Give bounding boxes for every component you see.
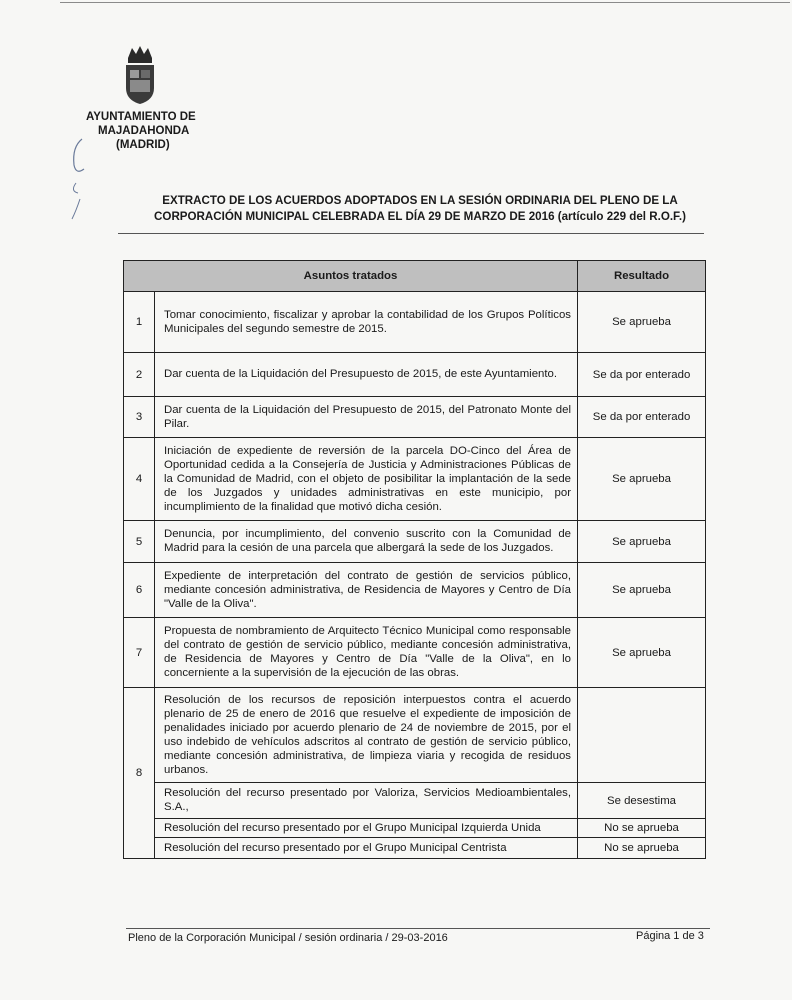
title-line-2: CORPORACIÓN MUNICIPAL CELEBRADA EL DÍA 29 DE MARZO DE 2016 (artículo 229 del R.O.F.) xyxy=(154,210,686,223)
table-subrow xyxy=(124,819,706,838)
org-line-1: AYUNTAMIENTO DE xyxy=(86,111,196,123)
table-subrow xyxy=(124,783,706,819)
item-number: 1 xyxy=(124,292,155,353)
subitem-result: No se aprueba xyxy=(578,819,706,838)
column-header-subject: Asuntos tratados xyxy=(124,261,578,292)
subitem-description: Resolución del recurso presentado por el Grupo Municipal Izquierda Unida xyxy=(155,819,578,838)
subitem-description: Resolución del recurso presentado por el Grupo Municipal Centrista xyxy=(155,838,578,859)
item-result: Se aprueba xyxy=(578,618,706,688)
coat-of-arms-icon xyxy=(120,44,160,106)
item-description: Propuesta de nombramiento de Arquitecto Técnico Municipal como responsable del contrato de gestión de servicio público, mediante concesión administrativa, de Residencia de Mayores y Centro de Día "Valle de la Oliva", en lo concerniente a la supervisión de la ejecución de las obras. xyxy=(155,618,578,688)
item-result: Se aprueba xyxy=(578,292,706,353)
item-number: 4 xyxy=(124,438,155,521)
agreements-table xyxy=(123,260,706,859)
item-result: Se aprueba xyxy=(578,438,706,521)
item-result: Se da por enterado xyxy=(578,353,706,397)
top-rule xyxy=(60,2,790,3)
item-number: 5 xyxy=(124,521,155,563)
item-description: Tomar conocimiento, fiscalizar y aprobar la contabilidad de los Grupos Políticos Municipales del segundo semestre de 2015. xyxy=(155,292,578,353)
table-row xyxy=(124,353,706,397)
item-result: Se da por enterado xyxy=(578,397,706,438)
table-row xyxy=(124,292,706,353)
subitem-description: Resolución del recurso presentado por Valoriza, Servicios Medioambientales, S.A., xyxy=(155,783,578,819)
item-number: 2 xyxy=(124,353,155,397)
item-number: 8 xyxy=(124,688,155,859)
organization-name xyxy=(86,110,196,152)
column-header-result: Resultado xyxy=(578,261,706,292)
table-row xyxy=(124,618,706,688)
footer-session-info: Pleno de la Corporación Municipal / sesión ordinaria / 29-03-2016 xyxy=(128,932,448,944)
table-row xyxy=(124,438,706,521)
item-number: 7 xyxy=(124,618,155,688)
table-header-row xyxy=(124,261,706,292)
item-description: Iniciación de expediente de reversión de la parcela DO-Cinco del Área de Oportunidad cedida a la Consejería de Justicia y Administraciones Públicas de la Comunidad de Madrid, con el objeto de posibilitar la implantación de la sede de los Juzgados y unidades administrativas en este municipio, por incumplimiento de la finalidad que motivó dicha cesión. xyxy=(155,438,578,521)
item-number: 6 xyxy=(124,563,155,618)
item-description: Dar cuenta de la Liquidación del Presupuesto de 2015, de este Ayuntamiento. xyxy=(155,353,578,397)
table-row xyxy=(124,521,706,563)
table-row xyxy=(124,688,706,783)
item-result-empty xyxy=(578,688,706,783)
page-number: Página 1 de 3 xyxy=(636,930,704,942)
item-description: Dar cuenta de la Liquidación del Presupuesto de 2015, del Patronato Monte del Pilar. xyxy=(155,397,578,438)
document-title xyxy=(140,193,700,225)
table-subrow xyxy=(124,838,706,859)
item-description: Resolución de los recursos de reposición interpuestos contra el acuerdo plenario de 25 de enero de 2016 que resuelve el expediente de imposición de penalidades iniciado por acuerdo plenario de 24 de noviembre de 2015, por el uso indebido de vehículos adscritos al contrato de gestión de servicio público, mediante concesión administrativa, de limpieza viaria y recogida de residuos urbanos. xyxy=(155,688,578,783)
title-line-1: EXTRACTO DE LOS ACUERDOS ADOPTADOS EN LA SESIÓN ORDINARIA DEL PLENO DE LA xyxy=(162,194,678,207)
title-underline xyxy=(118,233,704,234)
item-result: Se aprueba xyxy=(578,563,706,618)
org-line-3: (MADRID) xyxy=(116,139,170,151)
org-line-2: MAJADAHONDA xyxy=(98,125,190,137)
subitem-result: Se desestima xyxy=(578,783,706,819)
item-number: 3 xyxy=(124,397,155,438)
item-description: Expediente de interpretación del contrato de gestión de servicios público, mediante concesión administrativa, de Residencia de Mayores y Centro de Día "Valle de la Oliva". xyxy=(155,563,578,618)
table-row xyxy=(124,397,706,438)
item-result: Se aprueba xyxy=(578,521,706,563)
handwritten-mark xyxy=(62,135,92,225)
footer-rule xyxy=(126,928,710,929)
table-row xyxy=(124,563,706,618)
item-description: Denuncia, por incumplimiento, del convenio suscrito con la Comunidad de Madrid para la cesión de una parcela que albergará la sede de los Juzgados. xyxy=(155,521,578,563)
subitem-result: No se aprueba xyxy=(578,838,706,859)
